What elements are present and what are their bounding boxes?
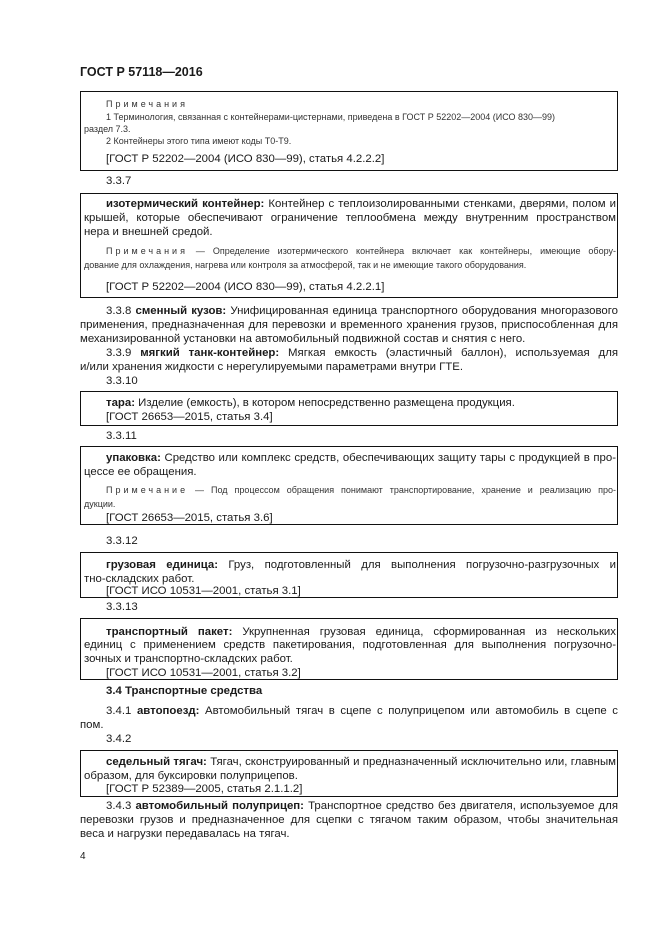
definition-line: зочных и транспортно-складских работ. xyxy=(84,653,293,665)
text: Тягач, сконструированный и предназначенный исключительно или, главным xyxy=(206,756,616,768)
definition-line xyxy=(106,451,616,465)
term: упаковка: xyxy=(106,452,161,464)
definition-line: механизированной установки на автомобильный подвижной состав и снятия с него. xyxy=(80,333,526,345)
definition-line: и/или хранения жидкости с нерегулируемыми параметрами внутри ГТЕ. xyxy=(80,361,464,373)
number: 3.4.3 xyxy=(106,800,132,812)
note-line xyxy=(106,484,616,496)
definition-line: веса и нагрузки передавалась на тягач. xyxy=(80,828,290,840)
section-heading: 3.4 Транспортные средства xyxy=(106,685,263,697)
note-line: 1 Терминология, связанная с контейнерами-цистернами, приведена в ГОСТ Р 52202—2004 (ИСО 830—99) xyxy=(106,112,556,122)
term-3-4-1 xyxy=(106,704,618,718)
note-line: 2 Контейнеры этого типа имеют коды Т0-Т9. xyxy=(106,136,292,146)
term-number: 3.3.7 xyxy=(106,175,132,187)
note-line: дукции. xyxy=(84,499,116,509)
term: изотермический контейнер: xyxy=(106,198,265,210)
reference: [ГОСТ 26653—2015, статья 3.6] xyxy=(106,512,273,524)
term-3-4-3 xyxy=(106,799,618,813)
definition-line: тно-складских работ. xyxy=(84,573,195,585)
number: 3.4.1 xyxy=(106,705,132,717)
number: 3.3.8 xyxy=(106,305,132,317)
definition-line: цессе ее обращения. xyxy=(84,466,197,478)
definition-line xyxy=(106,558,616,572)
note-title: Примечания xyxy=(106,99,188,109)
term: мягкий танк-контейнер: xyxy=(140,347,280,359)
reference: [ГОСТ Р 52389—2005, статья 2.1.1.2] xyxy=(106,783,303,795)
definition-line: единиц с применением средств пакетирования, подготовленная для выполнения погрузочно- xyxy=(84,639,616,651)
definition-line xyxy=(106,755,616,769)
text: Транспортное средство без двигателя, используемое для xyxy=(303,800,618,812)
note-label: Примечания xyxy=(106,246,188,256)
term-number: 3.3.10 xyxy=(106,375,138,387)
term: тара: xyxy=(106,397,135,409)
text: Средство или комплекс средств, обеспечивающих защиту тары с продукцией в про- xyxy=(160,452,616,464)
definition-line: применения, предназначенная для перевозки и временного хранения грузов, приспособленная для xyxy=(80,319,618,331)
term-3-3-8 xyxy=(106,304,618,318)
page-number: 4 xyxy=(80,851,86,862)
text: Изделие (емкость), в котором непосредственно размещена продукция. xyxy=(135,397,515,409)
text: Унифицированная единица транспортного оборудования многоразового xyxy=(226,305,618,317)
term: автомобильный полуприцеп: xyxy=(135,800,304,812)
text: Мягкая емкость (эластичный баллон), используемая для xyxy=(288,347,618,359)
text: Автомобильный тягач в сцепе с полуприцепом или автомобиль в сцепе с xyxy=(204,705,618,717)
definition-line: нера и внешней средой. xyxy=(84,226,213,238)
term: транспортный пакет: xyxy=(106,626,233,638)
reference: [ГОСТ Р 52202—2004 (ИСО 830—99), статья 4.2.2.1] xyxy=(106,281,385,293)
term-number: 3.3.12 xyxy=(106,535,138,547)
note-line xyxy=(106,245,616,257)
definition-line xyxy=(106,396,616,410)
reference: [ГОСТ 26653—2015, статья 3.4] xyxy=(106,411,273,423)
definition-line xyxy=(106,197,616,211)
note-label: Примечание xyxy=(106,485,189,495)
reference: [ГОСТ Р 52202—2004 (ИСО 830—99), статья 4.2.2.2] xyxy=(106,153,385,165)
definition-line: образом, для буксировки полуприцепов. xyxy=(84,770,298,782)
text: Груз, подготовленный для выполнения погрузочно-разгрузочных и xyxy=(228,559,616,571)
term-number: 3.4.2 xyxy=(106,733,132,745)
note-line: раздел 7.3. xyxy=(84,124,131,134)
term: сменный кузов: xyxy=(135,305,227,317)
reference: [ГОСТ ИСО 10531—2001, статья 3.1] xyxy=(106,585,301,597)
term-3-3-9 xyxy=(106,346,618,360)
number: 3.3.9 xyxy=(106,347,132,359)
text: — Определение изотермического контейнера включает как контейнеры, имеющие обору- xyxy=(187,246,616,256)
definition-line: пом. xyxy=(80,719,104,731)
definition-line: крышей, которые обеспечивают ограничение теплообмена между внутренним пространством xyxy=(84,212,616,224)
document-header: ГОСТ Р 57118—2016 xyxy=(80,65,203,79)
term-number: 3.3.13 xyxy=(106,601,138,613)
definition-line xyxy=(106,625,616,639)
term: автопоезд: xyxy=(136,705,200,717)
text: — Под процессом обращения понимают транспортирование, хранение и реализацию про- xyxy=(188,485,616,495)
term-number: 3.3.11 xyxy=(106,430,137,442)
text: Укрупненная грузовая единица, сформированная из нескольких xyxy=(242,626,616,638)
text: Контейнер с теплоизолированными стенками, дверями, полом и xyxy=(264,198,616,210)
reference: [ГОСТ ИСО 10531—2001, статья 3.2] xyxy=(106,667,301,679)
note-line: дование для охлаждения, нагрева или контроля за атмосферой, так и не имеющие такого оборудования. xyxy=(84,260,527,270)
term: седельный тягач: xyxy=(106,756,207,768)
term: грузовая единица: xyxy=(106,559,219,571)
definition-line: перевозки грузов и предназначенное для сцепки с тягачом таким образом, чтобы значительная xyxy=(80,814,618,826)
